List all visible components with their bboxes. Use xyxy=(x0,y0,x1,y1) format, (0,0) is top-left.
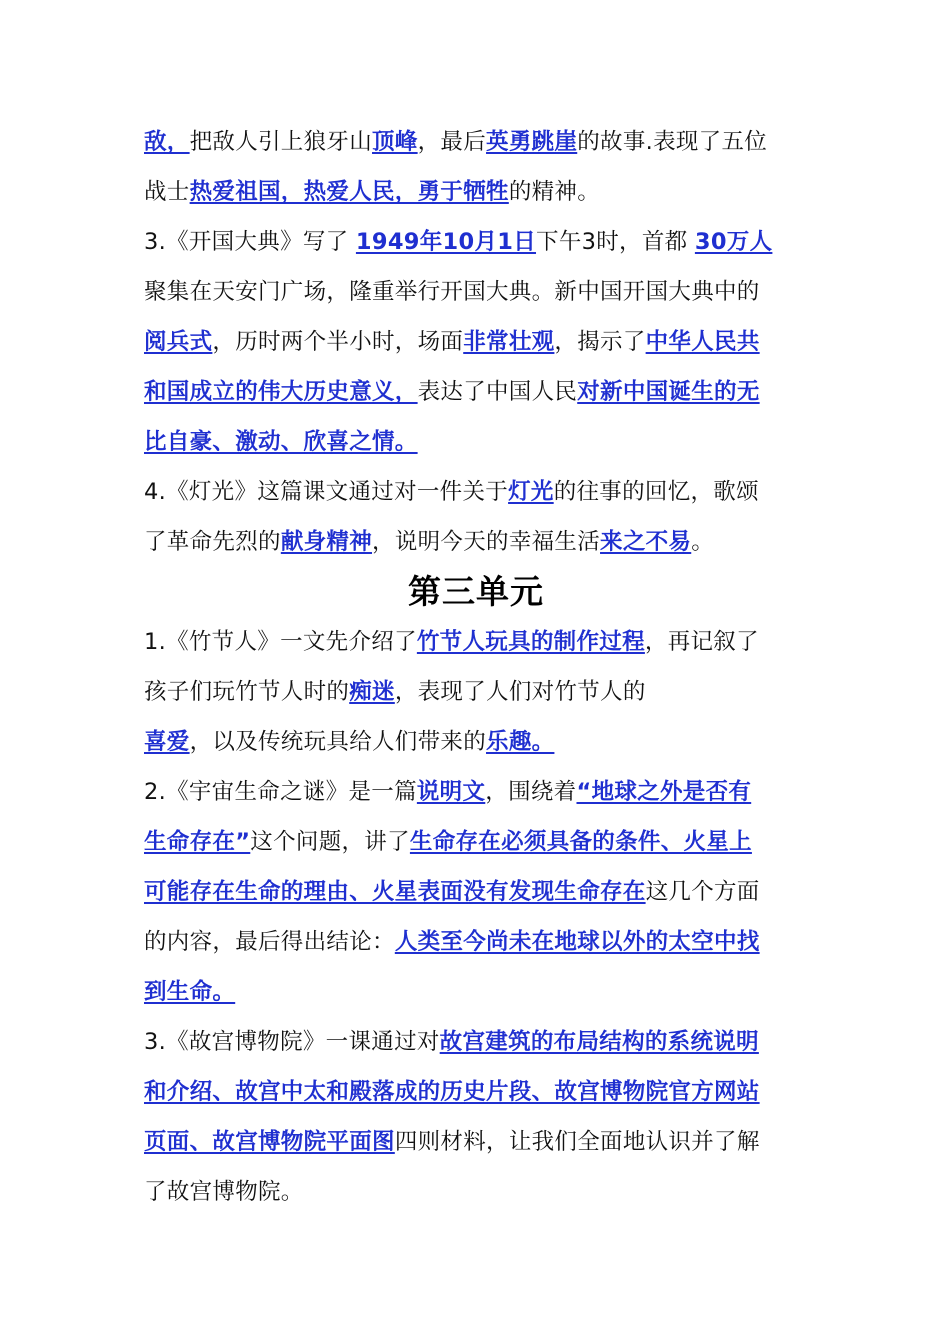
text-run: ，再记叙了 xyxy=(644,629,759,655)
keyword-answer: 和介绍、故宫中太和殿落成的历史片段、故宫博物院官方网站 xyxy=(144,1079,760,1105)
text-line xyxy=(144,767,808,817)
text-run: 战士 xyxy=(144,179,190,205)
text-line xyxy=(144,717,808,767)
text-run: 这个问题，讲了 xyxy=(250,829,410,855)
keyword-answer: 到生命。 xyxy=(144,979,236,1005)
text-line xyxy=(144,1067,808,1117)
text-run: 4.《灯光》这篇课文通过对一件关于 xyxy=(144,479,509,505)
text-line xyxy=(144,817,808,867)
text-line xyxy=(144,867,808,917)
keyword-answer: 热爱祖国，热爱人民，勇于牺牲 xyxy=(189,179,509,205)
text-run: ，历时两个半小时，场面 xyxy=(212,329,464,355)
text-run: 的内容，最后得出结论： xyxy=(144,929,395,955)
text-run: ，围绕着 xyxy=(485,779,577,805)
keyword-answer: 人类至今尚未在地球以外的太空中找 xyxy=(394,929,760,955)
text-run: ，以及传统玩具给人们带来的 xyxy=(189,729,487,755)
text-run: 把敌人引上狼牙山 xyxy=(189,129,373,155)
text-line xyxy=(144,417,808,467)
text-line xyxy=(144,317,808,367)
keyword-answer: 1949年10月1日 xyxy=(355,229,537,255)
text-run: ，表现了人们对竹节人的 xyxy=(394,679,646,705)
keyword-answer: 献身精神 xyxy=(280,529,373,555)
keyword-answer: 故宫建筑的布局结构的系统说明 xyxy=(439,1029,759,1055)
text-run: 孩子们玩竹节人时的 xyxy=(144,679,350,705)
keyword-answer: 和国成立的伟大历史意义， xyxy=(144,379,418,405)
text-line xyxy=(144,667,808,717)
keyword-answer: 竹节人玩具的制作过程 xyxy=(416,629,645,655)
text-line xyxy=(144,967,808,1017)
text-run: ，最后 xyxy=(417,129,487,155)
text-line xyxy=(144,467,808,517)
keyword-answer: 乐趣。 xyxy=(486,729,555,755)
keyword-answer: 中华人民共 xyxy=(645,329,760,355)
text-run: 的往事的回忆，歌颂 xyxy=(553,479,759,505)
keyword-answer: 可能存在生命的理由、火星表面没有发现生命存在 xyxy=(144,879,646,905)
text-line xyxy=(144,117,808,167)
text-run: 这几个方面 xyxy=(645,879,760,905)
text-run: 3.《开国大典》写了 xyxy=(144,229,356,255)
text-line xyxy=(144,1017,808,1067)
keyword-answer: 来之不易 xyxy=(600,529,692,555)
text-line xyxy=(144,917,808,967)
text-run: ，说明今天的幸福生活 xyxy=(372,529,601,555)
keyword-answer: 页面、故宫博物院平面图 xyxy=(144,1129,395,1155)
text-line xyxy=(144,1167,808,1217)
text-run: 1.《竹节人》一文先介绍了 xyxy=(144,629,417,655)
keyword-answer: 生命存在” xyxy=(144,829,251,855)
text-line xyxy=(144,367,808,417)
text-run: 聚集在天安门广场，隆重举行开国大典。新中国开国大典中的 xyxy=(144,279,760,305)
text-line xyxy=(144,617,808,667)
text-run: 的故事.表现了五位 xyxy=(577,129,768,155)
text-line xyxy=(144,1117,808,1167)
keyword-answer: 灯光 xyxy=(508,479,554,505)
keyword-answer: 喜爱 xyxy=(144,729,190,755)
text-line xyxy=(144,517,808,567)
text-run: 2.《宇宙生命之谜》是一篇 xyxy=(144,779,417,805)
document-body xyxy=(144,117,808,1217)
text-run: ，揭示了 xyxy=(554,329,646,355)
keyword-answer: “地球之外是否有 xyxy=(576,779,752,805)
text-line xyxy=(144,217,808,267)
keyword-answer: 对新中国诞生的无 xyxy=(577,379,760,405)
keyword-answer: 生命存在必须具备的条件、火星上 xyxy=(409,829,752,855)
keyword-answer: 比自豪、激动、欣喜之情。 xyxy=(144,429,418,455)
text-line xyxy=(144,167,808,217)
keyword-answer: 非常壮观 xyxy=(463,329,555,355)
text-run: 表达了中国人民 xyxy=(417,379,578,405)
keyword-answer: 说明文 xyxy=(416,779,486,805)
text-run: 四则材料，让我们全面地认识并了解 xyxy=(394,1129,760,1155)
keyword-answer: 阅兵式 xyxy=(144,329,213,355)
keyword-answer: 英勇跳崖 xyxy=(486,129,578,155)
keyword-answer: 痴迷 xyxy=(349,679,395,705)
text-run: 了故宫博物院。 xyxy=(144,1179,304,1205)
text-run: 3.《故宫博物院》一课通过对 xyxy=(144,1029,440,1055)
text-run: 的精神。 xyxy=(508,179,601,205)
section-heading xyxy=(144,567,808,617)
keyword-answer: 30万人 xyxy=(694,229,773,255)
text-line xyxy=(144,267,808,317)
text-run: 第三单元 xyxy=(408,572,544,611)
text-run: 了革命先烈的 xyxy=(144,529,281,555)
text-run: 下午3时，首都 xyxy=(536,229,695,255)
keyword-answer: 顶峰 xyxy=(372,129,418,155)
text-run: 。 xyxy=(691,529,715,555)
keyword-answer: 敌， xyxy=(144,129,190,155)
